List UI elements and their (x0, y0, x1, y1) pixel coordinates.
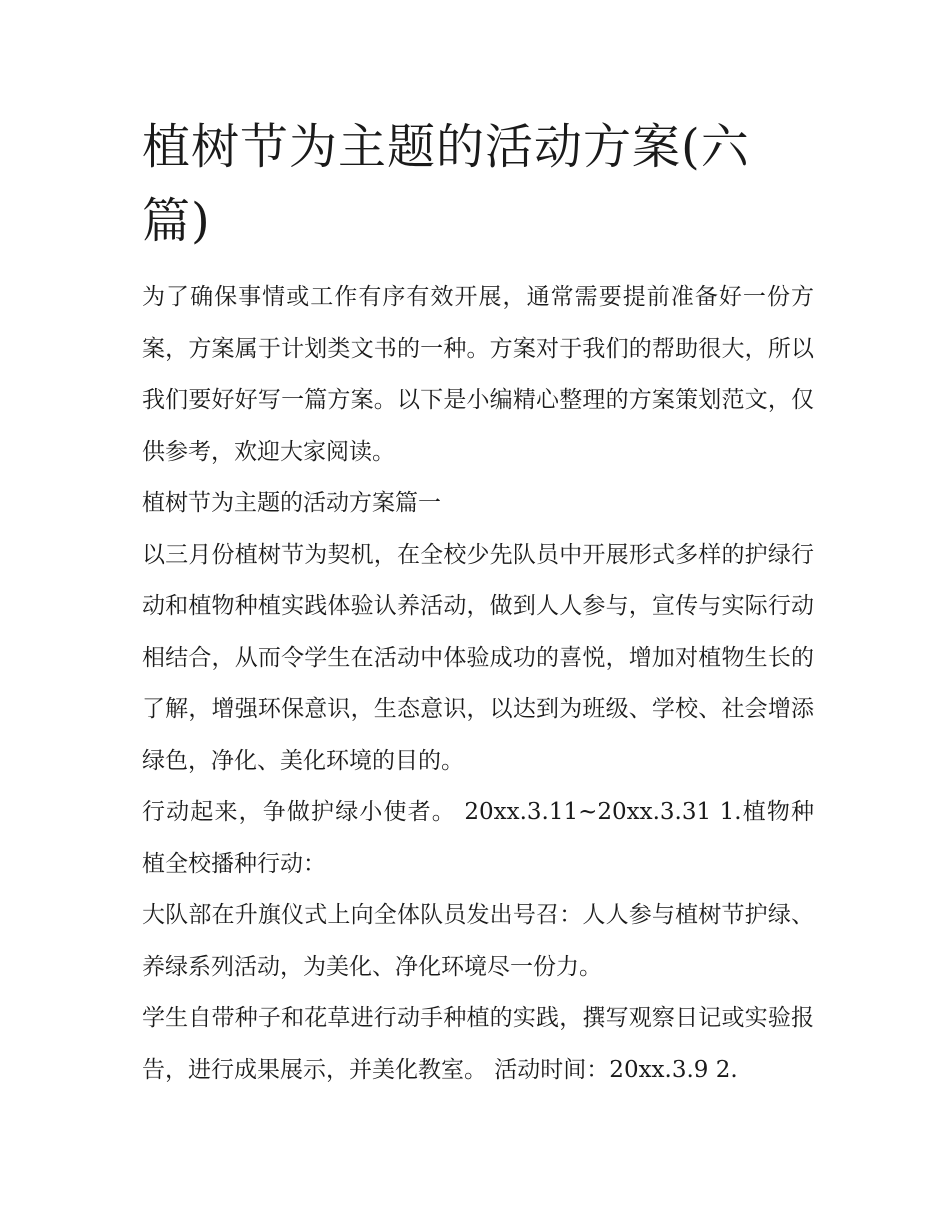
body-paragraph: 大队部在升旗仪式上向全体队员发出号召：人人参与植树节护绿、养绿系列活动，为美化、净化环境尽一份力。 (142, 902, 814, 980)
body-paragraph: 以三月份植树节为契机，在全校少先队员中开展形式多样的护绿行动和植物种植实践体验认养活动，做到人人参与，宣传与实际行动相结合，从而令学生在活动中体验成功的喜悦，增加对植物生长的了解，增强环保意识，生态意识，以达到为班级、学校、社会增添绿色，净化、美化环境的目的。 (142, 541, 814, 774)
document-title: 植树节为主题的活动方案(六篇) (142, 119, 750, 249)
document-body (142, 272, 814, 1096)
body-paragraph: 学生自带种子和花草进行动手种植的实践，撰写观察日记或实验报告，进行成果展示，并美化教室。 活动时间：20xx.3.9 2. (142, 1005, 814, 1083)
body-paragraph: 行动起来，争做护绿小使者。 20xx.3.11~20xx.3.31 1.植物种植全校播种行动： (142, 799, 814, 877)
document-page (142, 110, 814, 1096)
section-heading: 植树节为主题的活动方案篇一 (142, 490, 441, 516)
intro-paragraph: 为了确保事情或工作有序有效开展，通常需要提前准备好一份方案，方案属于计划类文书的一种。方案对于我们的帮助很大，所以我们要好好写一篇方案。以下是小编精心整理的方案策划范文，仅供参考，欢迎大家阅读。 (142, 284, 814, 465)
